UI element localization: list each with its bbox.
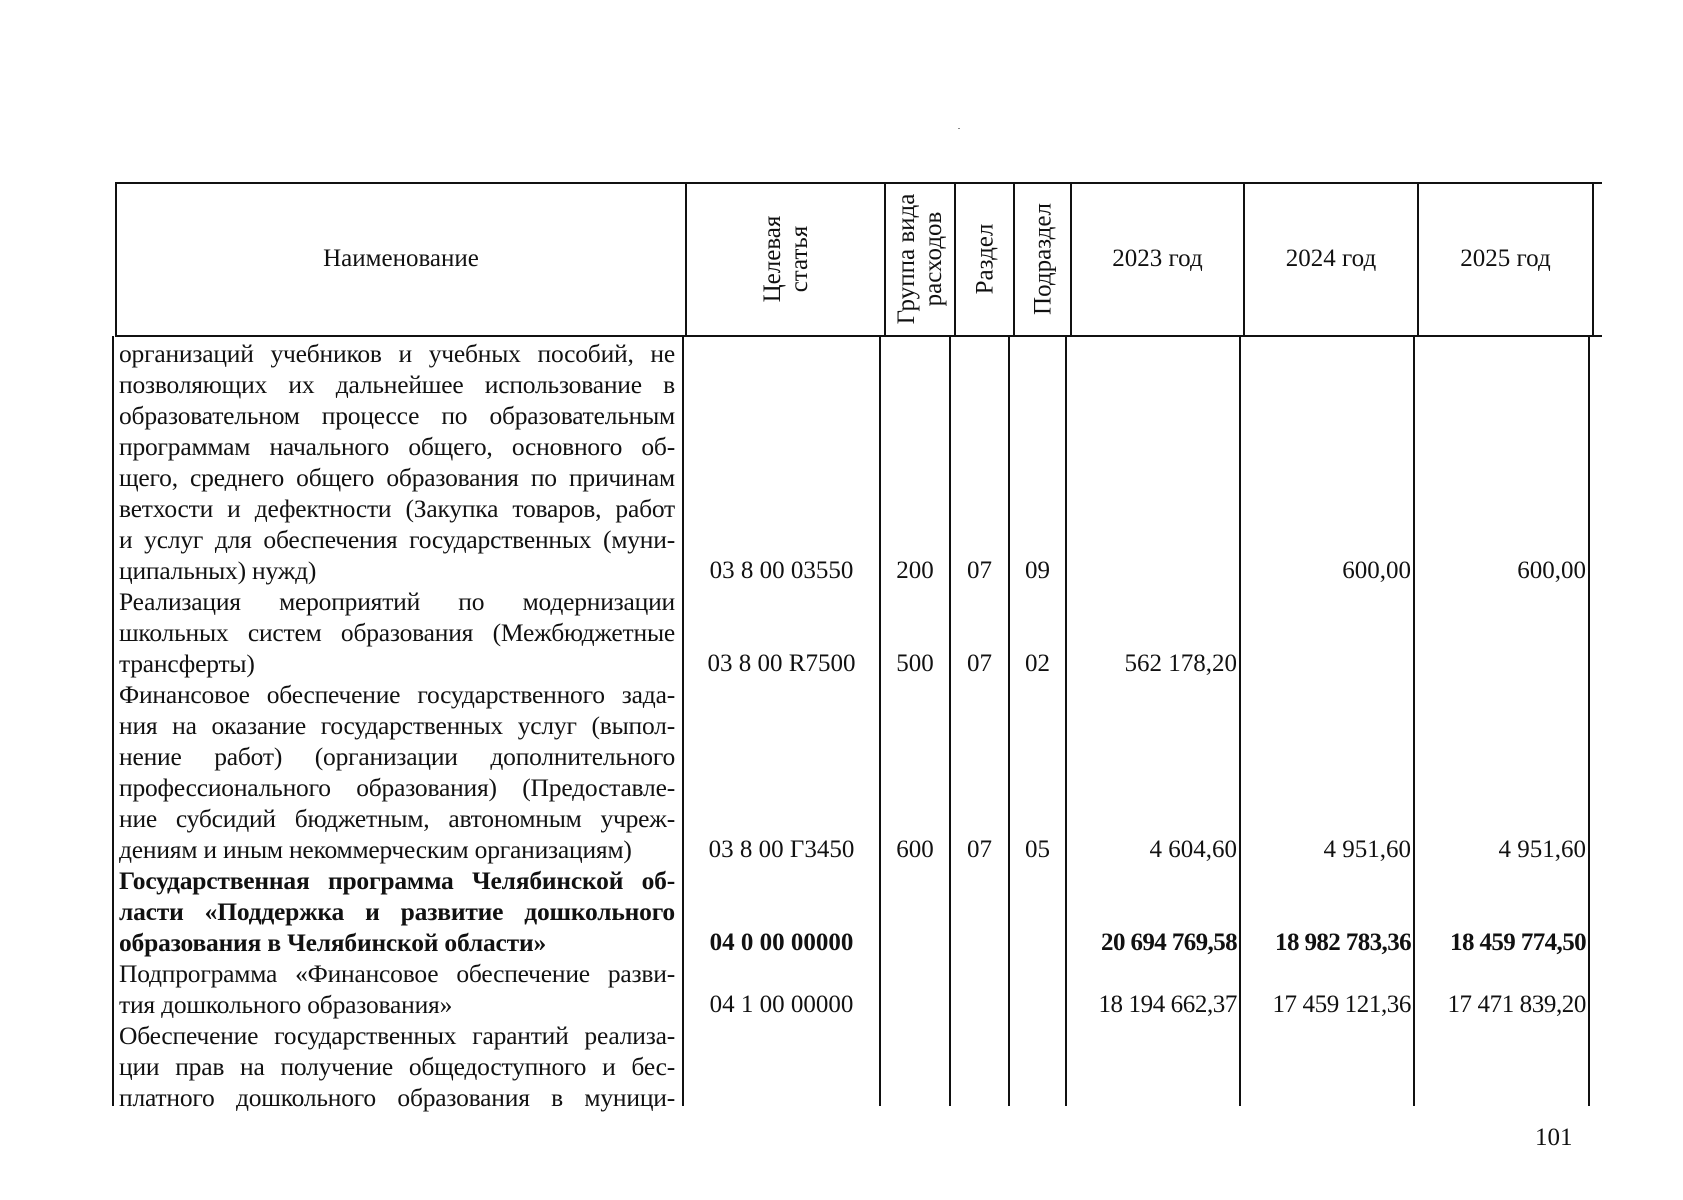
name-line: Финансовое обеспечение государственного зада- <box>119 680 675 709</box>
header-section <box>956 183 1013 334</box>
header-subsection-label: Подраздел <box>1029 202 1056 315</box>
row-code: 03 8 00 03550 <box>709 557 854 584</box>
name-line: Реализация мероприятий по модернизации <box>119 587 675 616</box>
header-target-label: Целевая статья <box>758 215 813 302</box>
header-2023: 2023 год <box>1112 244 1203 272</box>
col-border <box>1588 336 1590 1106</box>
header-name: Наименование <box>323 244 479 272</box>
row-section: 07 <box>967 557 992 584</box>
name-line: позволяющих их дальнейшее использование в <box>119 370 675 399</box>
row-2023: 562 178,20 <box>1124 650 1237 677</box>
name-line: ции прав на получение общедоступного и бес- <box>119 1052 675 1081</box>
name-line: ветхости и дефектности (Закупка товаров, работ <box>119 494 675 523</box>
row-section: 07 <box>967 836 992 863</box>
row-2023: 20 694 769,58 <box>1101 929 1237 956</box>
name-line: Государственная программа Челябинской об- <box>119 866 675 895</box>
row-2025: 4 951,60 <box>1498 836 1586 863</box>
row-subsection: 02 <box>1025 650 1050 677</box>
name-line: ласти «Поддержка и развитие дошкольного <box>119 897 675 926</box>
row-2025: 18 459 774,50 <box>1450 929 1586 956</box>
row-2024: 18 982 783,36 <box>1275 929 1411 956</box>
name-line: организаций учебников и учебных пособий, не <box>119 339 675 368</box>
row-code: 03 8 00 R7500 <box>707 650 856 677</box>
name-line: щего, среднего общего образования по причинам <box>119 463 675 492</box>
name-line: трансферты) <box>119 649 255 678</box>
row-group: 600 <box>896 836 934 863</box>
name-line: дениям и иным некоммерческим организациям) <box>119 835 632 864</box>
name-line: образования в Челябинской области» <box>119 928 547 957</box>
scan-speck <box>958 128 960 129</box>
header-2025: 2025 год <box>1460 244 1551 272</box>
row-2023: 4 604,60 <box>1149 836 1237 863</box>
row-group: 200 <box>896 557 934 584</box>
name-line: образовательном процессе по образовательным <box>119 401 675 430</box>
row-name <box>119 679 675 865</box>
header-subsection <box>1015 183 1070 334</box>
row-code: 03 8 00 Г3450 <box>708 836 855 863</box>
row-2025: 600,00 <box>1517 557 1586 584</box>
row-group: 500 <box>896 650 934 677</box>
name-line: программам начального общего, основного об- <box>119 432 675 461</box>
name-line: Подпрограмма «Финансовое обеспечение разви- <box>119 959 675 988</box>
name-line: платного дошкольного образования в муници- <box>119 1083 675 1112</box>
row-2024: 600,00 <box>1342 557 1411 584</box>
row-2024: 4 951,60 <box>1323 836 1411 863</box>
row-subsection: 09 <box>1025 557 1050 584</box>
row-name <box>119 586 675 679</box>
header-expense-group <box>886 183 954 334</box>
col-border <box>1008 336 1010 1106</box>
col-border <box>949 336 951 1106</box>
name-line: нение работ) (организации дополнительного <box>119 742 675 771</box>
col-border <box>1592 182 1594 337</box>
row-name <box>119 865 675 958</box>
name-line: ние субсидий бюджетным, автономным учреж- <box>119 804 675 833</box>
row-2024: 17 459 121,36 <box>1272 991 1411 1018</box>
name-line: и услуг для обеспечения государственных (муни- <box>119 525 675 554</box>
header-group-label: Группа вида расходов <box>893 193 947 324</box>
header-bottom-border <box>115 335 1602 337</box>
row-code: 04 0 00 00000 <box>709 929 854 956</box>
name-line: ципальных) нужд) <box>119 556 317 585</box>
name-line: школьных систем образования (Межбюджетные <box>119 618 675 647</box>
row-name <box>119 338 675 586</box>
row-code: 04 1 00 00000 <box>709 991 854 1018</box>
header-target-article <box>687 183 884 334</box>
row-subsection: 05 <box>1025 836 1050 863</box>
col-border <box>879 336 881 1106</box>
col-border <box>112 336 114 1106</box>
row-name <box>119 1020 675 1113</box>
name-line: профессионального образования) (Предоставле- <box>119 773 675 802</box>
row-2023: 18 194 662,37 <box>1098 991 1237 1018</box>
row-name <box>119 958 675 1020</box>
row-2025: 17 471 839,20 <box>1447 991 1586 1018</box>
name-line: Обеспечение государственных гарантий реализа- <box>119 1021 675 1050</box>
name-line: ния на оказание государственных услуг (выпол- <box>119 711 675 740</box>
row-section: 07 <box>967 650 992 677</box>
header-2024: 2024 год <box>1285 244 1377 272</box>
page-number: 101 <box>1535 1124 1573 1151</box>
header-section-label: Раздел <box>971 223 998 294</box>
name-line: тия дошкольного образования» <box>119 990 453 1019</box>
